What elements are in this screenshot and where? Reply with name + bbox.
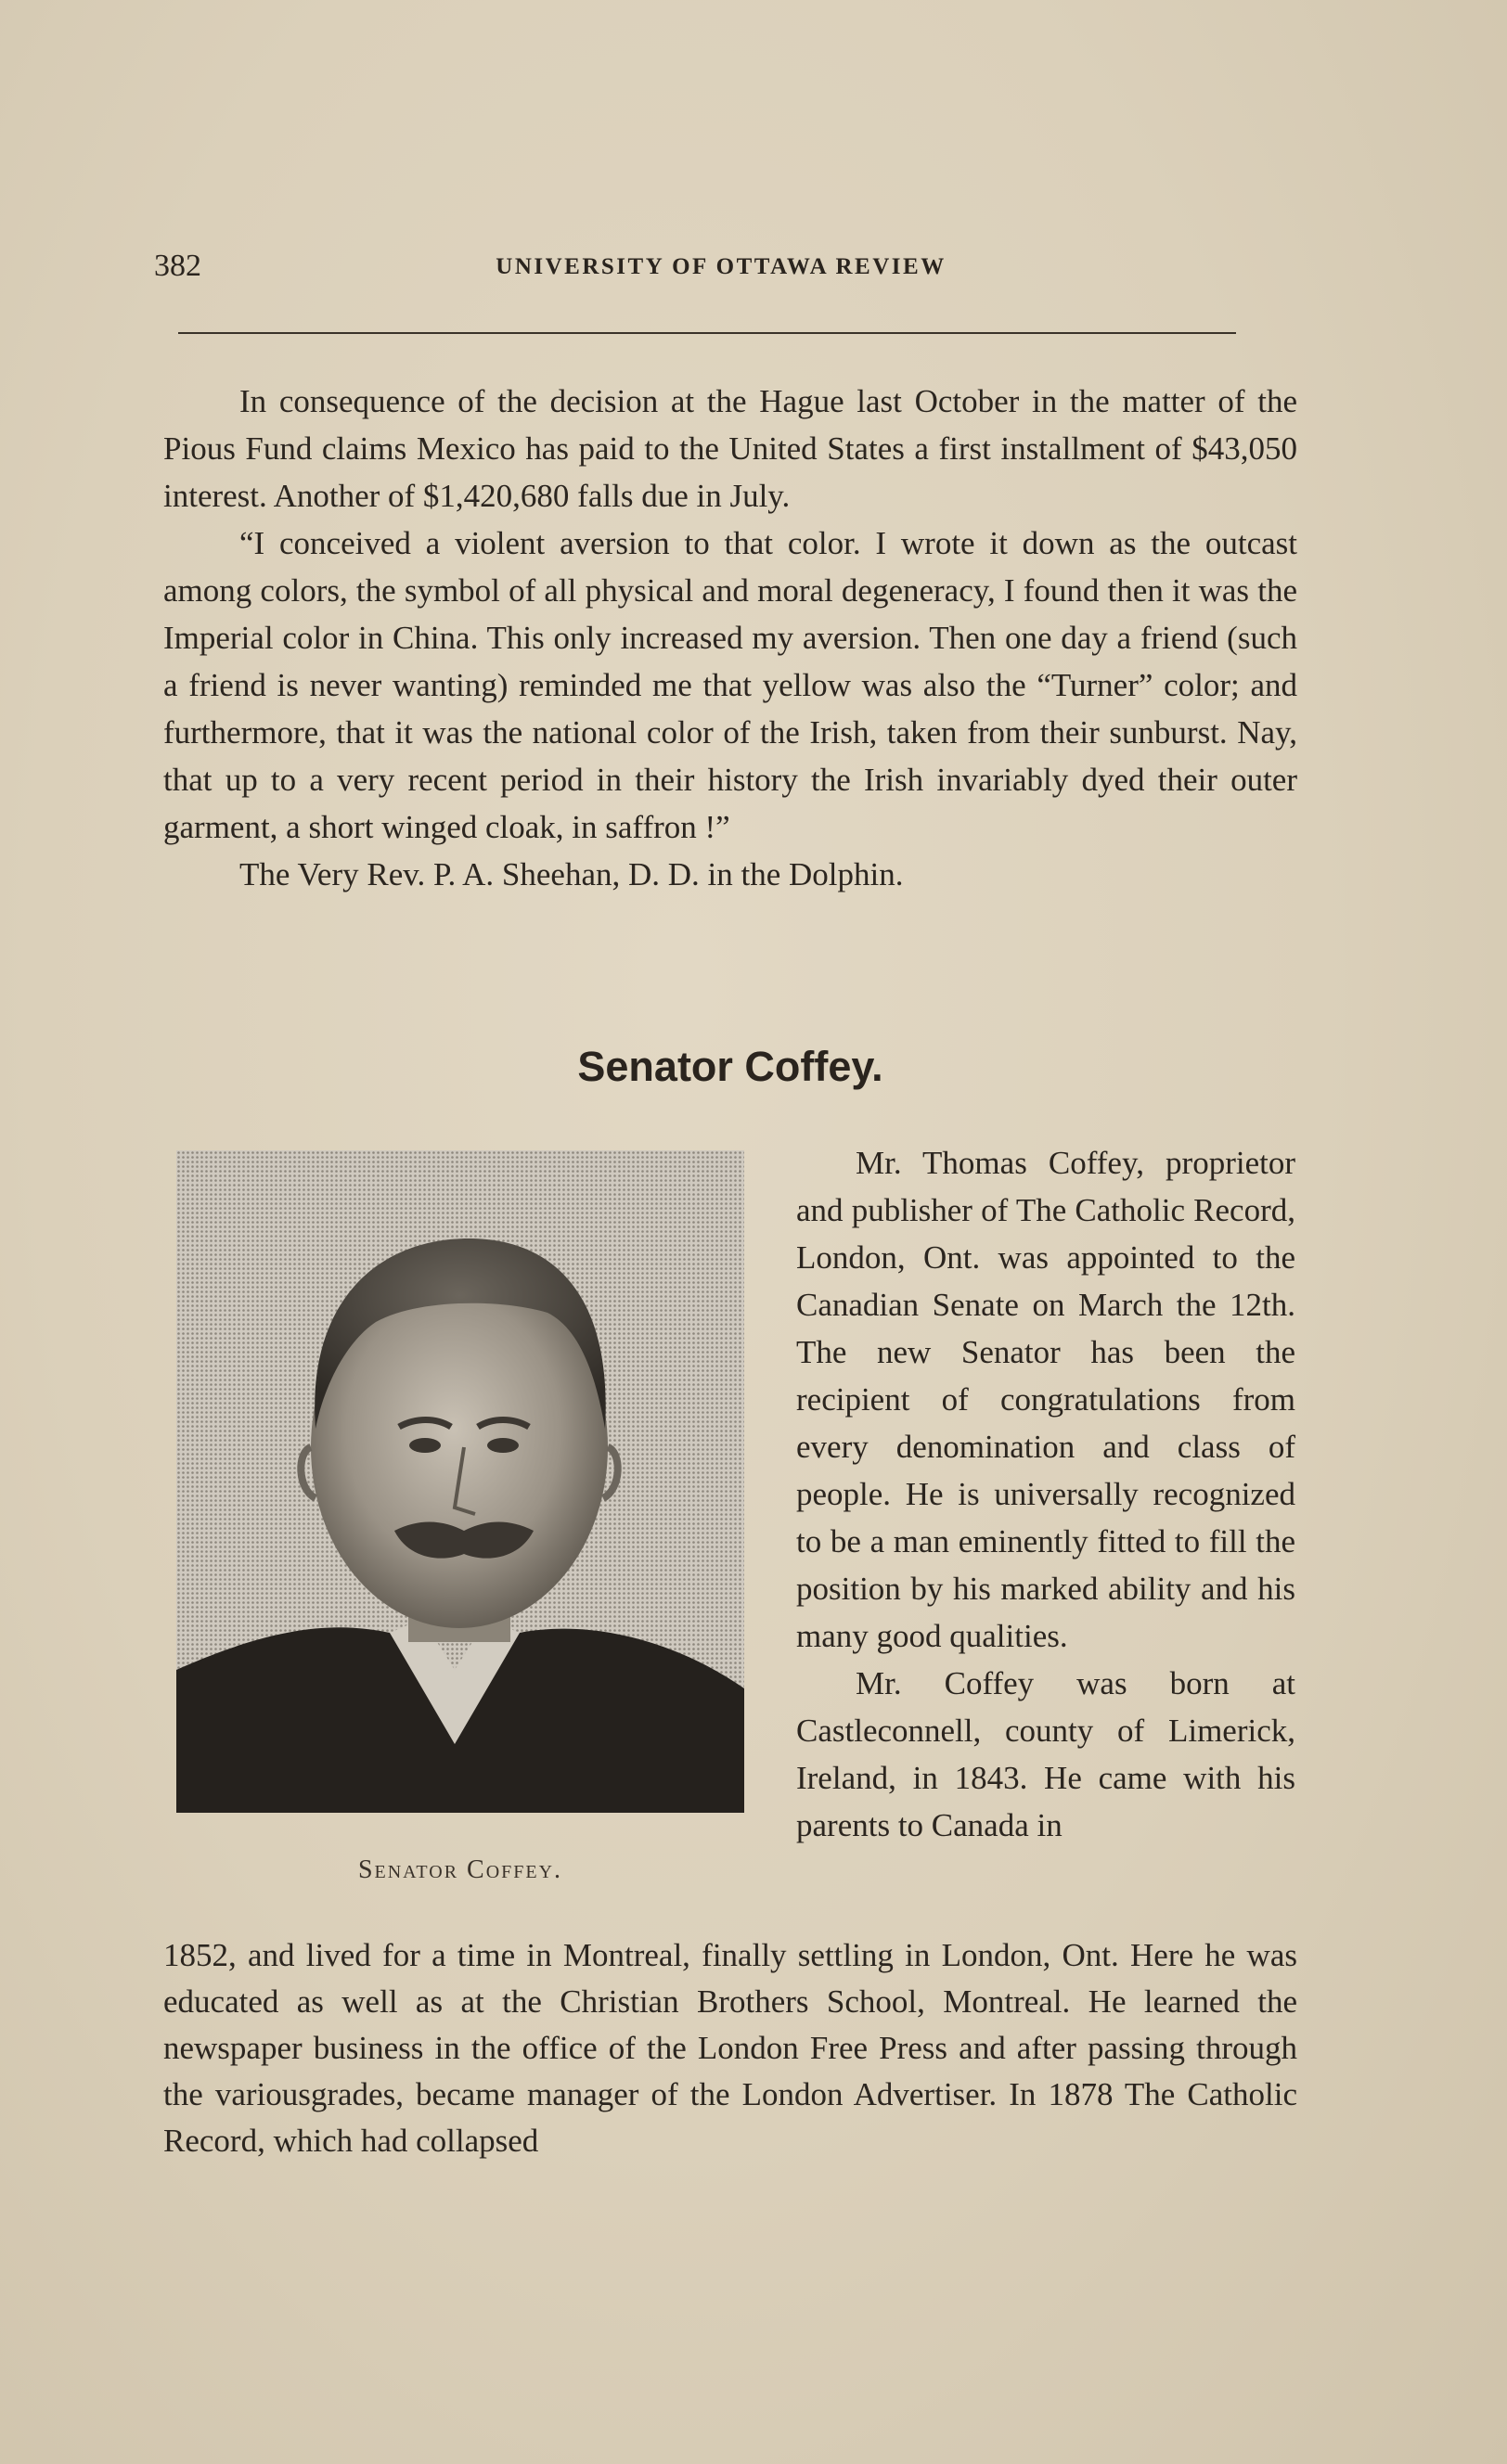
quotation-attribution: The Very Rev. P. A. Sheehan, D. D. in the Dolphin. — [239, 856, 904, 892]
portrait-photo — [176, 1150, 744, 1813]
section-title: Senator Coffey. — [577, 1043, 883, 1090]
article-paragraph: Mr. Thomas Coffey, proprietor and publisher of The Catholic Record, London, Ont. was appointed to the Canadian Senate on March the 12th. The new Senator has been the recipient of congratulations from every denomination and class of people. He is universally recognized to be a man eminently fitted to fill the position by his marked ability and his many good qualities. — [796, 1145, 1295, 1654]
page-number: 382 — [154, 249, 201, 283]
article-paragraph: Mr. Coffey was born at Castleconnell, county of Limerick, Ireland, in 1843. He came with his parents to Canada in — [796, 1665, 1295, 1843]
pious-fund-paragraph: In consequence of the decision at the Hague last October in the matter of the Pious Fund claims Mexico has paid to the United States a first installment of $43,050 interest. Another of $1,420,680 falls due in July. — [163, 383, 1297, 514]
article-paragraph: 1852, and lived for a time in Montreal, finally settling in London, Ont. Here he was educated as well as at the Christian Brothers School, Montreal. He learned the newspaper business in the office of the London Free Press and after passing through the variousgrades, became manager of the London Advertiser. In 1878 The Catholic Record, which had collapsed — [163, 1937, 1297, 2159]
running-title: UNIVERSITY OF OTTAWA REVIEW — [496, 254, 947, 279]
news-notes — [163, 378, 1297, 898]
article-side-column — [796, 1139, 1295, 1849]
page-header — [154, 249, 1240, 295]
portrait-caption: Senator Coffey. — [357, 1855, 563, 1884]
header-rule — [178, 332, 1236, 334]
article-continuation — [163, 1932, 1297, 2164]
quotation-paragraph: “I conceived a violent aversion to that color. I wrote it down as the outcast among colors, the symbol of all physical and moral degeneracy, I found then it was the Imperial color in China. This only increased my aversion. Then one day a friend (such a friend is never wanting) reminded me that yellow was also the “Turner” color; and furthermore, that it was the national color of the Irish, taken from their sunburst. Nay, that up to a very recent period in their history the Irish invariably dyed their outer garment, a short winged cloak, in saffron !” — [163, 525, 1297, 845]
